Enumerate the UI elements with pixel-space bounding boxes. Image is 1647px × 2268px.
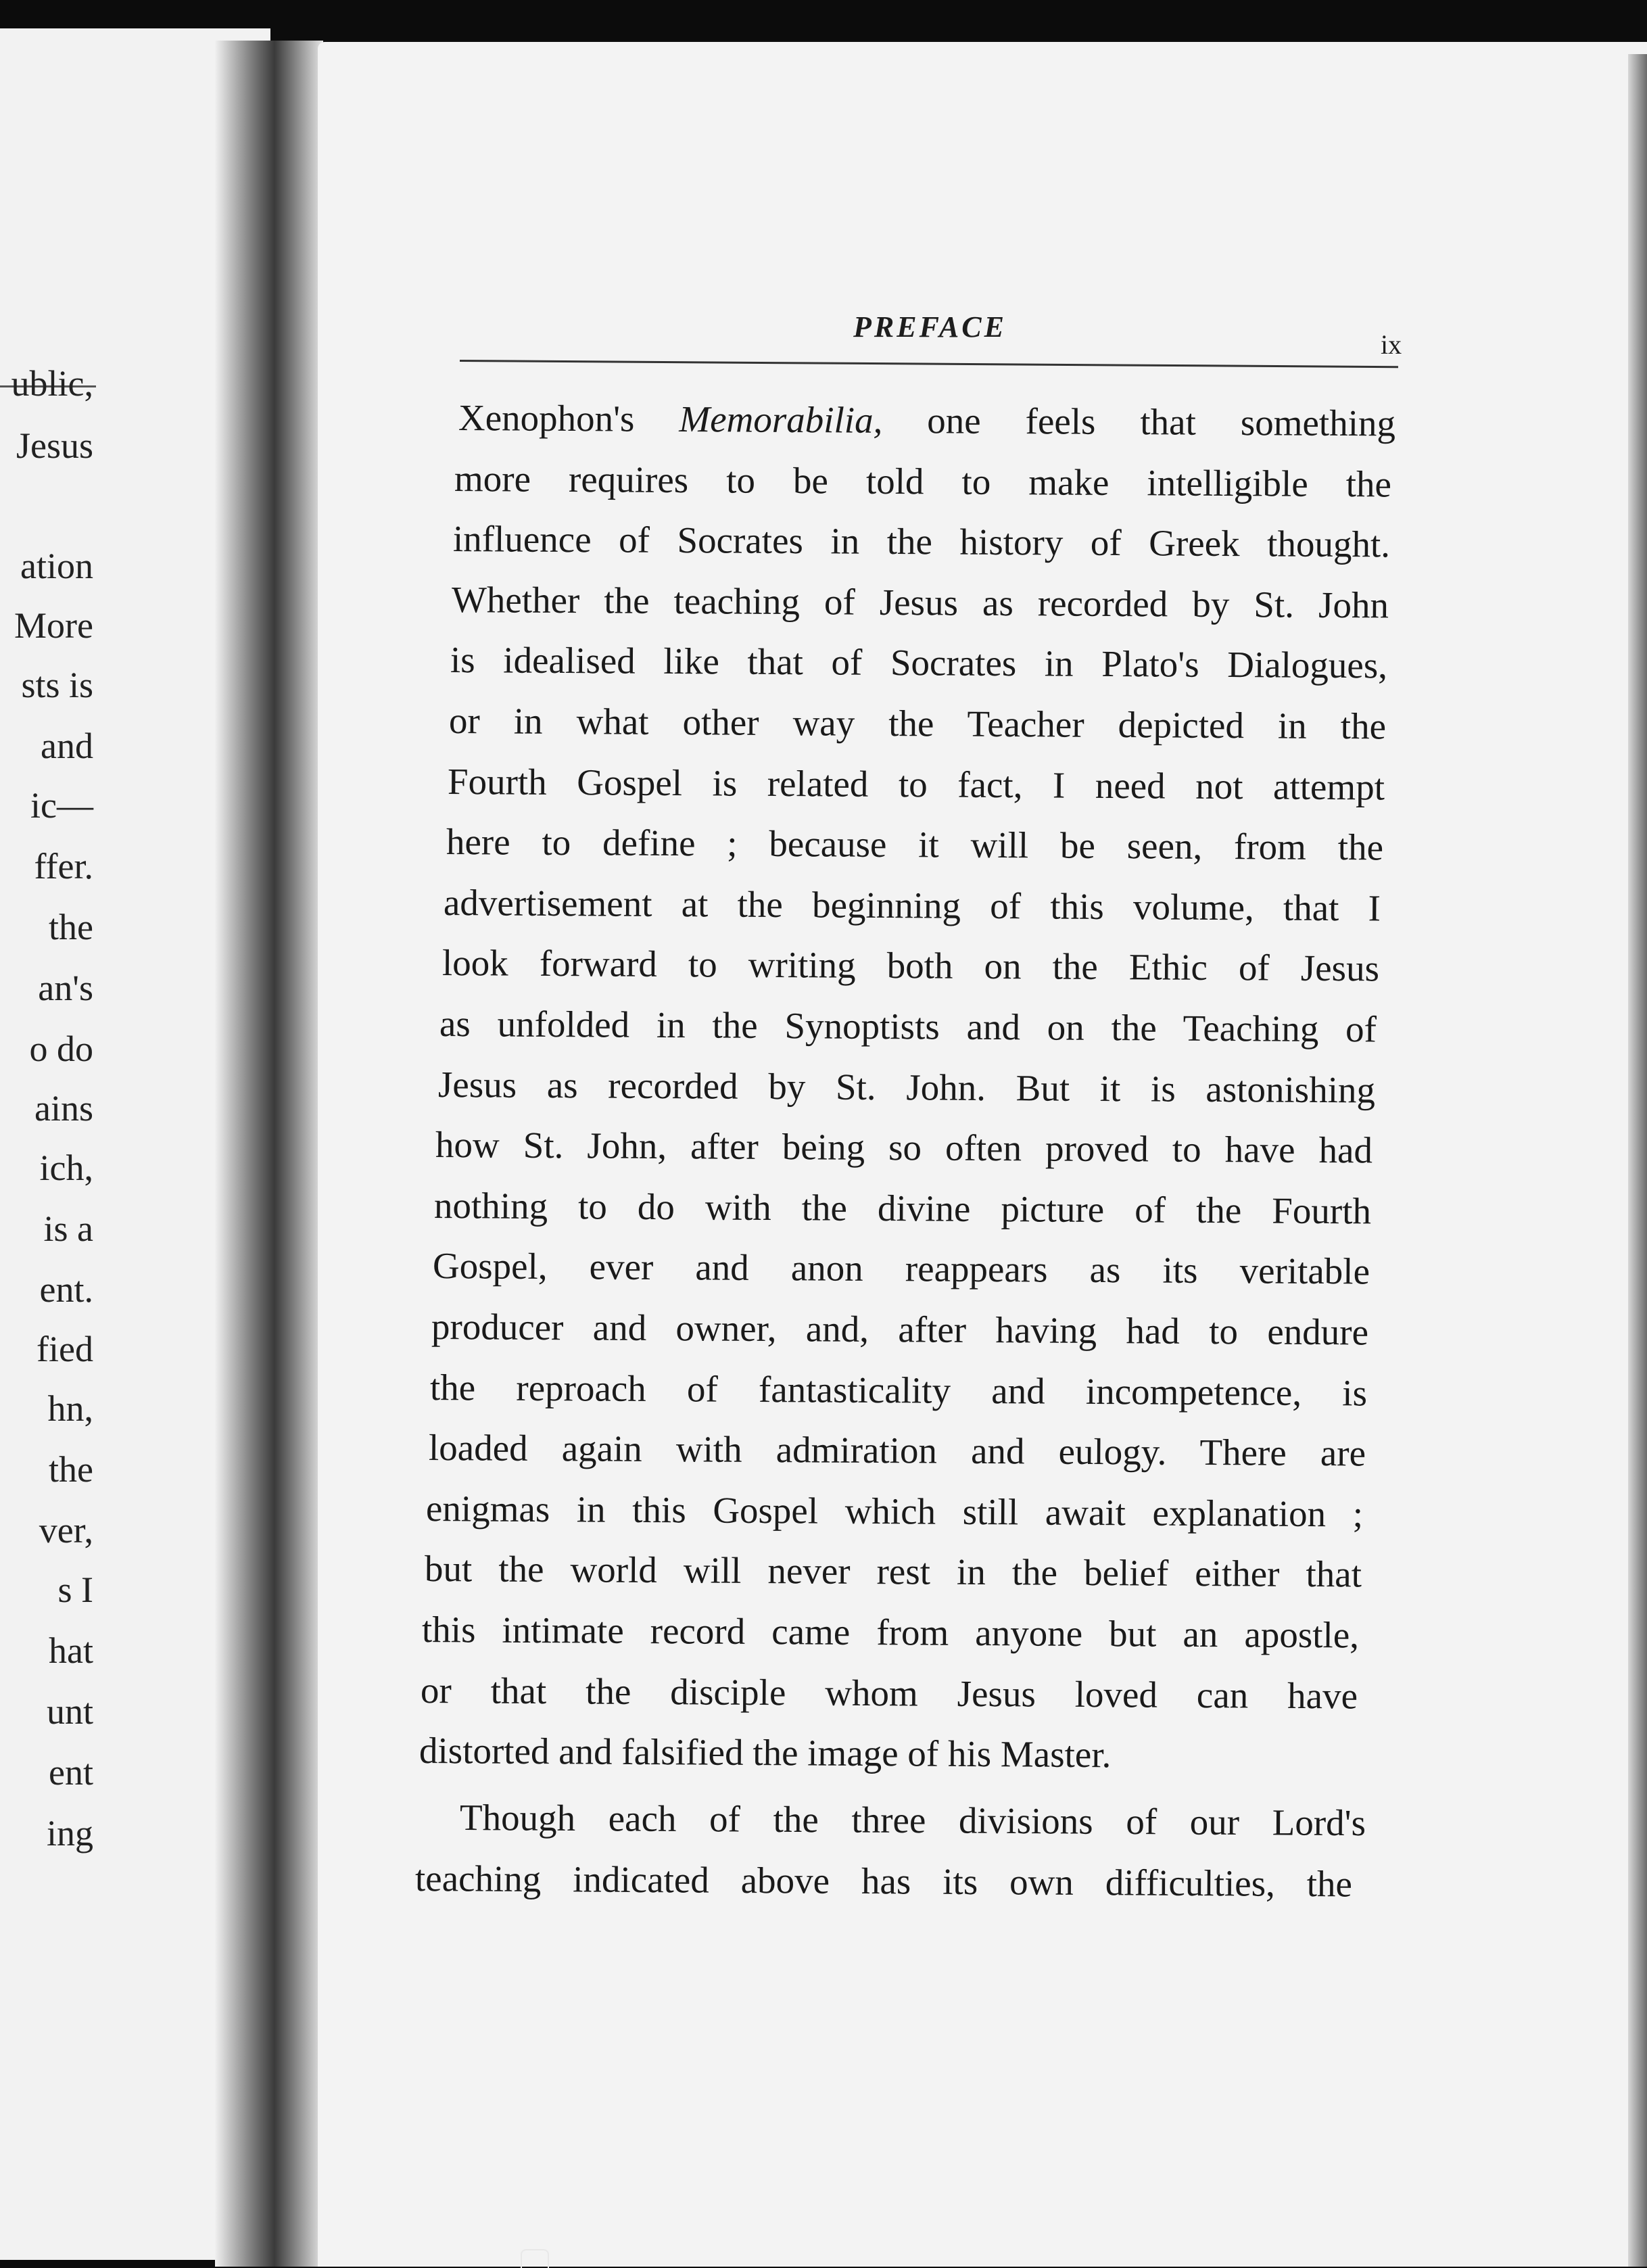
text-line: or that the disciple whom Jesus loved can have [420,1670,1358,1717]
left-page-line: More [14,605,93,646]
text-line: or in what other way the Teacher depicted in the [448,700,1387,747]
text-line: distorted and falsified the image of his Master. [419,1730,1112,1776]
left-page-line: the [49,1449,93,1490]
left-page-line: ains [34,1088,93,1129]
text-line: influence of Socrates in the history of Greek thought. [452,518,1391,565]
text-line: more requires to be told to make intelligible the [454,458,1392,505]
left-page-line: ing [46,1813,93,1853]
page-edge [1628,54,1647,2267]
text-line: Gospel, ever and anon reappears as its veritable [432,1245,1370,1292]
left-page-line: sts is [21,665,93,705]
left-page-line: ich, [39,1148,93,1188]
left-page-line: is a [43,1208,93,1249]
page-number: ix [1381,329,1402,360]
left-page-line: ublic, [11,363,93,404]
left-page-line: ver, [39,1510,93,1551]
text-line: producer and owner, and, after having had to endure [431,1306,1369,1353]
text-line: advertisement at the beginning of this volume, that I [443,882,1381,929]
book-gutter [215,41,323,2267]
text-line: teaching indicated above has its own difficulties, the [414,1858,1353,1905]
text-line: the reproach of fantasticality and incompetence, is [429,1367,1368,1414]
text-line: Fourth Gospel is related to fact, I need not attempt [447,761,1385,808]
left-page-line: unt [46,1691,93,1732]
left-page-line: hn, [47,1388,93,1429]
text-line: loaded again with admiration and eulogy. There are [428,1427,1366,1474]
text-run: one feels that something [882,399,1396,444]
book-title: Memorabilia, [679,398,883,441]
left-page-line: fied [37,1329,93,1369]
text-run: Xenophon's [458,397,679,440]
left-page-line: ent [49,1752,93,1793]
left-page-line: hat [49,1630,93,1671]
left-page-line: the [49,907,93,947]
text-line: enigmas in this Gospel which still await explanation ; [425,1488,1364,1535]
left-page-line: and [41,726,93,766]
scan-artifact [521,2249,549,2268]
text-line: nothing to do with the divine picture of the Fourth [433,1185,1372,1232]
text-line: as unfolded in the Synoptists and on the Teaching of [439,1003,1377,1050]
left-page-line: s I [57,1569,93,1610]
left-page-line: an's [38,968,93,1008]
text-line: but the world will never rest in the belief either that [424,1548,1362,1595]
text-line: Whether the teaching of Jesus as recorded by St. John [451,579,1389,626]
text-line: this intimate record came from anyone but an apostle, [421,1609,1360,1656]
running-title: PREFACE [853,310,1007,344]
left-page-line: ffer. [34,846,93,887]
text-line: Jesus as recorded by St. John. But it is astonishing [437,1064,1376,1111]
text-line: how St. John, after being so often proved to have had [435,1124,1373,1171]
left-page-line: ent. [39,1269,93,1310]
left-page-line: ation [20,546,93,586]
text-line: here to define ; because it will be seen, from the [446,821,1384,868]
left-page-line: ic— [30,785,93,826]
text-line: Though each of the three divisions of our Lord's [459,1797,1366,1844]
left-page-line: o do [29,1029,93,1069]
text-line: look forward to writing both on the Ethic of Jesus [441,942,1380,989]
text-line: is idealised like that of Socrates in Plato's Dialogues, [450,639,1388,686]
left-page-line: Jesus [16,425,93,466]
text-line [458,399,1395,442]
